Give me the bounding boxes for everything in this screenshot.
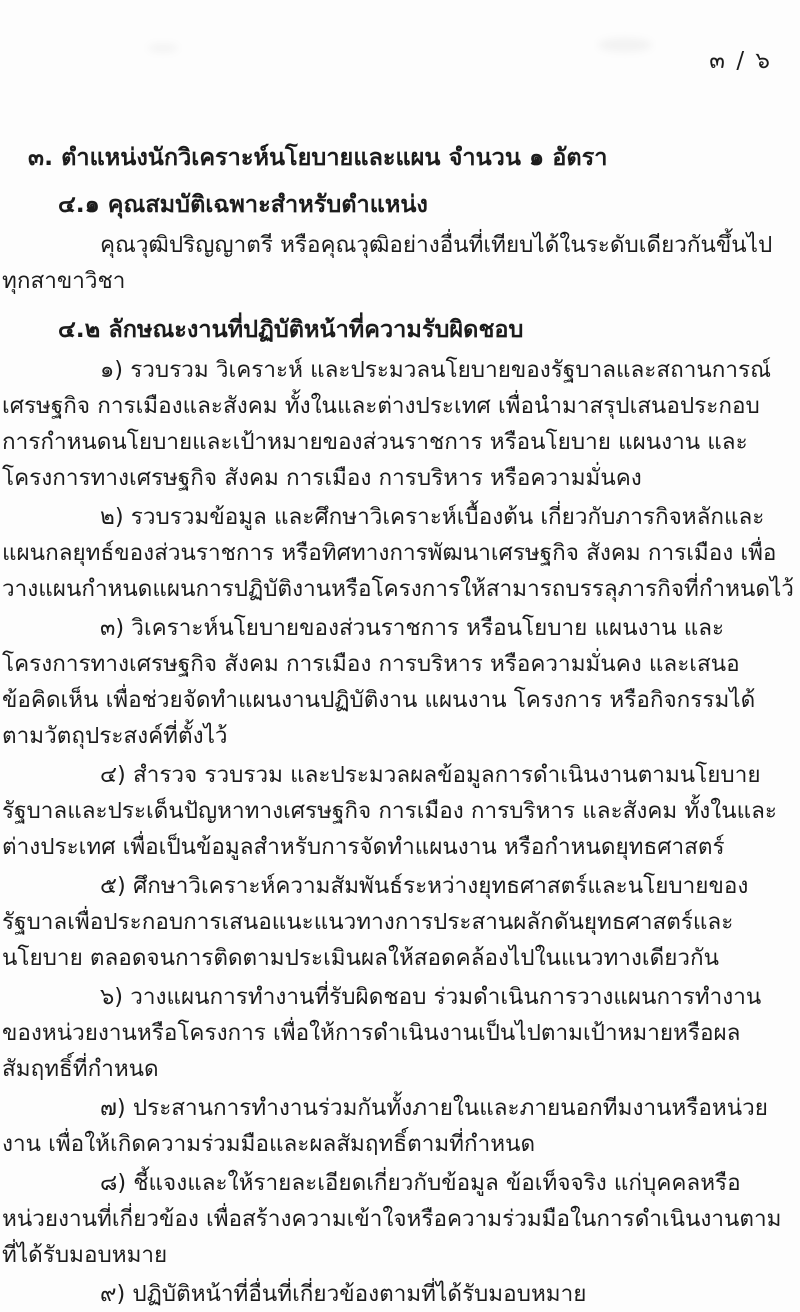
duty-item-2: ๒) รวบรวมข้อมูล และศึกษาวิเคราะห์เบื้องต้น เกี่ยวกับภารกิจหลักและแผนกลยุทธ์ของส่วนราชการ หรือทิศทางการพัฒนาเศรษฐกิจ สังคม การเมือง เพื่อวางแผนกำหนดแผนการปฏิบัติงานหรือโครงการให้สามารถบรรลุภารกิจที่กำหนดไว้ bbox=[2, 504, 794, 602]
duty-item-4: ๔) สำรวจ รวบรวม และประมวลผลข้อมูลการดำเนินงานตามนโยบายรัฐบาลและประเด็นปัญหาทางเศรษฐกิจ การเมือง การบริหาร และสังคม ทั้งในและต่างประเทศ เพื่อเป็นข้อมูลสำหรับการจัดทำแผนงาน หรือกำหนดยุทธศาสตร์ bbox=[2, 762, 777, 860]
document-body bbox=[2, 140, 795, 1312]
section-heading-qualifications: ๔.๑ คุณสมบัติเฉพาะสำหรับตำแหน่ง bbox=[58, 190, 428, 218]
position-title: ๓. ตำแหน่งนักวิเคราะห์นโยบายและแผน จำนวน ๑ อัตรา bbox=[28, 143, 608, 171]
scan-artifact bbox=[598, 38, 652, 52]
duty-item-7: ๗) ประสานการทำงานร่วมกันทั้งภายในและภายนอกทีมงานหรือหน่วยงาน เพื่อให้เกิดความร่วมมือและผลสัมฤทธิ์ตามที่กำหนด bbox=[2, 1095, 768, 1157]
scan-artifact bbox=[148, 44, 178, 52]
page-number: ๓ / ๖ bbox=[709, 48, 772, 74]
duty-item-8: ๘) ชี้แจงและให้รายละเอียดเกี่ยวกับข้อมูล ข้อเท็จจริง แก่บุคคลหรือหน่วยงานที่เกี่ยวข้อง เพื่อสร้างความเข้าใจหรือความร่วมมือในการดำเนินงานตามที่ได้รับมอบหมาย bbox=[2, 1170, 782, 1268]
qualification-paragraph: คุณวุฒิปริญญาตรี หรือคุณวุฒิอย่างอื่นที่เทียบได้ในระดับเดียวกันขึ้นไป ทุกสาขาวิชา bbox=[2, 232, 773, 294]
duty-item-6: ๖) วางแผนการทำงานที่รับผิดชอบ ร่วมดำเนินการวางแผนการทำงานของหน่วยงานหรือโครงการ เพื่อให้การดำเนินงานเป็นไปตามเป้าหมายหรือผลสัมฤทธิ์ที่กำหนด bbox=[2, 984, 762, 1082]
duty-item-9: ๙) ปฏิบัติหน้าที่อื่นที่เกี่ยวข้องตามที่ได้รับมอบหมาย bbox=[100, 1281, 587, 1307]
duty-item-1: ๑) รวบรวม วิเคราะห์ และประมวลนโยบายของรัฐบาลและสถานการณ์เศรษฐกิจ การเมืองและสังคม ทั้งในและต่างประเทศ เพื่อนำมาสรุปเสนอประกอบการกำหนดนโยบายและเป้าหมายของส่วนราชการ หรือนโยบาย แผนงาน และโครงการทางเศรษฐกิจ สังคม การเมือง การบริหาร หรือความมั่นคง bbox=[2, 357, 771, 491]
duty-item-5: ๕) ศึกษาวิเคราะห์ความสัมพันธ์ระหว่างยุทธศาสตร์และนโยบายของรัฐบาลเพื่อประกอบการเสนอแนะแนวทางการประสานผลักดันยุทธศาสตร์และนโยบาย ตลอดจนการติดตามประเมินผลให้สอดคล้องไปในแนวทางเดียวกัน bbox=[2, 873, 749, 971]
section-heading-duties: ๔.๒ ลักษณะงานที่ปฏิบัติหน้าที่ความรับผิดชอบ bbox=[58, 315, 524, 343]
duty-item-3: ๓) วิเคราะห์นโยบายของส่วนราชการ หรือนโยบาย แผนงาน และโครงการทางเศรษฐกิจ สังคม การเมือง การบริหาร หรือความมั่นคง และเสนอข้อคิดเห็น เพื่อช่วยจัดทำแผนงานปฏิบัติงาน แผนงาน โครงการ หรือกิจกรรมได้ตามวัตถุประสงค์ที่ตั้งไว้ bbox=[2, 615, 756, 749]
